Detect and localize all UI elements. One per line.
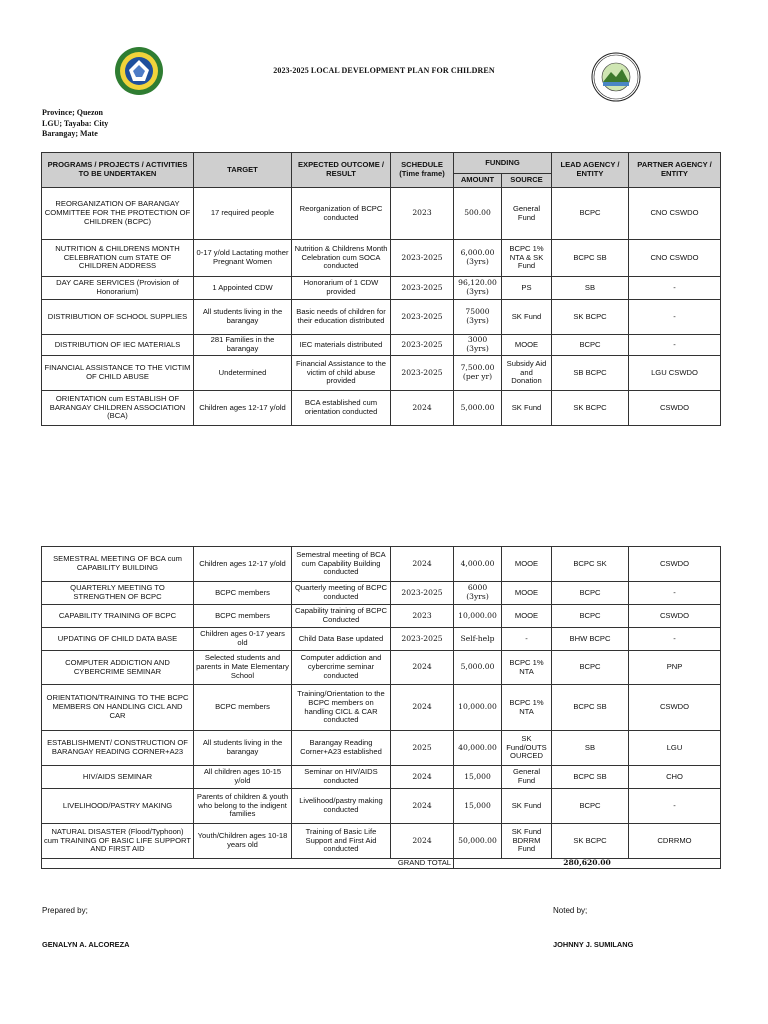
cell-outcome: BCA established cum orientation conducted — [292, 391, 391, 426]
header-programs: PROGRAMS / PROJECTS / ACTIVITIES TO BE UNDERTAKEN — [42, 153, 194, 188]
cell-lead: SK BCPC — [552, 300, 629, 335]
cell-outcome: Financial Assistance to the victim of child abuse provided — [292, 356, 391, 391]
cell-outcome: Training of Basic Life Support and First Aid conducted — [292, 824, 391, 859]
cell-schedule: 2024 — [391, 391, 454, 426]
cell-partner: - — [629, 582, 721, 605]
header-schedule: SCHEDULE (Time frame) — [391, 153, 454, 188]
cell-outcome: IEC materials distributed — [292, 335, 391, 356]
cell-partner: CNO CSWDO — [629, 188, 721, 240]
cell-amount: 6,000.00 (3yrs) — [454, 240, 502, 277]
cell-schedule: 2024 — [391, 824, 454, 859]
cell-amount: 5,000.00 — [454, 651, 502, 685]
table-row — [42, 240, 721, 277]
cell-schedule: 2023-2025 — [391, 277, 454, 300]
cell-amount: 10,000.00 — [454, 685, 502, 731]
table-row — [42, 188, 721, 240]
cell-partner: - — [629, 277, 721, 300]
cell-lead: SK BCPC — [552, 391, 629, 426]
cell-program: LIVELIHOOD/PASTRY MAKING — [42, 789, 194, 824]
cell-partner: - — [629, 335, 721, 356]
cell-target: 17 required people — [194, 188, 292, 240]
cell-target: 0-17 y/old Lactating mother Pregnant Women — [194, 240, 292, 277]
table-row — [42, 335, 721, 356]
cell-schedule: 2023-2025 — [391, 240, 454, 277]
cell-schedule: 2023 — [391, 605, 454, 628]
cell-partner: LGU — [629, 731, 721, 766]
header-target: TARGET — [194, 153, 292, 188]
cell-outcome: Nutrition & Childrens Month Celebration cum SOCA conducted — [292, 240, 391, 277]
cell-source: MOOE — [502, 335, 552, 356]
header-source: SOURCE — [502, 174, 552, 188]
table-row — [42, 685, 721, 731]
table-row — [42, 605, 721, 628]
cell-program: COMPUTER ADDICTION AND CYBERCRIME SEMINAR — [42, 651, 194, 685]
cell-program: ORIENTATION cum ESTABLISH OF BARANGAY CHILDREN ASSOCIATION (BCA) — [42, 391, 194, 426]
noted-by-name: JOHNNY J. SUMILANG — [553, 940, 634, 949]
cell-lead: BHW BCPC — [552, 628, 629, 651]
table-row — [42, 731, 721, 766]
header-outcome: EXPECTED OUTCOME / RESULT — [292, 153, 391, 188]
cell-source: SK Fund — [502, 300, 552, 335]
cell-partner: - — [629, 300, 721, 335]
cell-program: CAPABILITY TRAINING OF BCPC — [42, 605, 194, 628]
cell-target: Children ages 12-17 y/old — [194, 547, 292, 582]
cell-outcome: Computer addiction and cybercrime seminar conducted — [292, 651, 391, 685]
table-row — [42, 651, 721, 685]
barangay-seal-logo — [591, 52, 641, 102]
table-row — [42, 356, 721, 391]
cell-lead: BCPC SB — [552, 766, 629, 789]
cell-target: Parents of children & youth who belong to the indigent families — [194, 789, 292, 824]
cell-program: ESTABLISHMENT/ CONSTRUCTION OF BARANGAY READING CORNER+A23 — [42, 731, 194, 766]
cell-source: BCPC 1% NTA & SK Fund — [502, 240, 552, 277]
cell-outcome: Reorganization of BCPC conducted — [292, 188, 391, 240]
table-row — [42, 391, 721, 426]
cell-program: FINANCIAL ASSISTANCE TO THE VICTIM OF CHILD ABUSE — [42, 356, 194, 391]
cell-program: DISTRIBUTION OF IEC MATERIALS — [42, 335, 194, 356]
prepared-by-label: Prepared by; — [42, 906, 88, 915]
cell-target: 1 Appointed CDW — [194, 277, 292, 300]
cell-outcome: Training/Orientation to the BCPC members on handling CICL & CAR conducted — [292, 685, 391, 731]
cell-outcome: Capability training of BCPC Conducted — [292, 605, 391, 628]
table-row — [42, 628, 721, 651]
cell-amount: Self-help — [454, 628, 502, 651]
cell-source: MOOE — [502, 605, 552, 628]
table-row — [42, 277, 721, 300]
cell-source: General Fund — [502, 766, 552, 789]
cell-schedule: 2023-2025 — [391, 628, 454, 651]
cell-schedule: 2024 — [391, 766, 454, 789]
cell-program: ORIENTATION/TRAINING TO THE BCPC MEMBERS ON HANDLING CICL AND CAR — [42, 685, 194, 731]
cell-amount: 7,500.00 (per yr) — [454, 356, 502, 391]
cell-outcome: Semestral meeting of BCA cum Capability Building conducted — [292, 547, 391, 582]
cell-schedule: 2023-2025 — [391, 356, 454, 391]
cell-lead: BCPC SB — [552, 240, 629, 277]
cell-target: Children ages 0-17 years old — [194, 628, 292, 651]
cell-source: General Fund — [502, 188, 552, 240]
cell-partner: LGU CSWDO — [629, 356, 721, 391]
cell-program: NUTRITION & CHILDRENS MONTH CELEBRATION cum STATE OF CHILDREN ADDRESS — [42, 240, 194, 277]
cell-lead: SK BCPC — [552, 824, 629, 859]
cell-target: Selected students and parents in Mate Elementary School — [194, 651, 292, 685]
cell-source: MOOE — [502, 547, 552, 582]
cell-partner: CSWDO — [629, 547, 721, 582]
cell-source: SK Fund — [502, 391, 552, 426]
cell-source: - — [502, 628, 552, 651]
cell-outcome: Quarterly meeting of BCPC conducted — [292, 582, 391, 605]
table-row — [42, 766, 721, 789]
cell-schedule: 2024 — [391, 547, 454, 582]
cell-amount: 15,000 — [454, 766, 502, 789]
table-row — [42, 824, 721, 859]
cell-outcome: Seminar on HIV/AIDS conducted — [292, 766, 391, 789]
cell-amount: 5,000.00 — [454, 391, 502, 426]
cell-partner: CSWDO — [629, 685, 721, 731]
cell-program: DISTRIBUTION OF SCHOOL SUPPLIES — [42, 300, 194, 335]
cell-source: MOOE — [502, 582, 552, 605]
cell-lead: BCPC SK — [552, 547, 629, 582]
barangay-label: Barangay; Mate — [42, 129, 98, 138]
cell-target: Children ages 12-17 y/old — [194, 391, 292, 426]
cell-amount: 50,000.00 — [454, 824, 502, 859]
cell-outcome: Child Data Base updated — [292, 628, 391, 651]
cell-schedule: 2024 — [391, 651, 454, 685]
cell-lead: SB BCPC — [552, 356, 629, 391]
cell-lead: BCPC — [552, 651, 629, 685]
cell-schedule: 2024 — [391, 789, 454, 824]
cell-partner: CSWDO — [629, 391, 721, 426]
cell-program: HIV/AIDS SEMINAR — [42, 766, 194, 789]
cell-target: All children ages 10-15 y/old — [194, 766, 292, 789]
province-label: Province; Quezon — [42, 108, 103, 117]
prepared-by-name: GENALYN A. ALCOREZA — [42, 940, 130, 949]
cell-outcome: Basic needs of children for their education distributed — [292, 300, 391, 335]
cell-lead: SB — [552, 277, 629, 300]
cell-program: REORGANIZATION OF BARANGAY COMMITTEE FOR THE PROTECTION OF CHILDREN (BCPC) — [42, 188, 194, 240]
cell-target: All students living in the barangay — [194, 731, 292, 766]
cell-amount: 3000 (3yrs) — [454, 335, 502, 356]
cell-amount: 96,120.00 (3yrs) — [454, 277, 502, 300]
cell-partner: CSWDO — [629, 605, 721, 628]
header-lead: LEAD AGENCY / ENTITY — [552, 153, 629, 188]
cell-lead: BCPC — [552, 335, 629, 356]
cell-target: 281 Families in the barangay — [194, 335, 292, 356]
cell-outcome: Barangay Reading Corner+A23 established — [292, 731, 391, 766]
table-row — [42, 582, 721, 605]
cell-amount: 10,000.00 — [454, 605, 502, 628]
grand-total-label: GRAND TOTAL — [42, 859, 454, 869]
cell-target: All students living in the barangay — [194, 300, 292, 335]
cell-amount: 4,000.00 — [454, 547, 502, 582]
cell-amount: 6000 (3yrs) — [454, 582, 502, 605]
cell-source: Subsidy Aid and Donation — [502, 356, 552, 391]
cell-program: NATURAL DISASTER (Flood/Typhoon) cum TRAINING OF BASIC LIFE SUPPORT AND FIRST AID — [42, 824, 194, 859]
header-partner: PARTNER AGENCY / ENTITY — [629, 153, 721, 188]
document-title: 2023-2025 LOCAL DEVELOPMENT PLAN FOR CHILDREN — [273, 66, 495, 75]
cell-lead: BCPC — [552, 605, 629, 628]
cell-outcome: Honorarium of 1 CDW provided — [292, 277, 391, 300]
cell-target: BCPC members — [194, 685, 292, 731]
cell-target: Youth/Children ages 10-18 years old — [194, 824, 292, 859]
cell-amount: 500.00 — [454, 188, 502, 240]
cell-source: BCPC 1% NTA — [502, 651, 552, 685]
cell-program: UPDATING OF CHILD DATA BASE — [42, 628, 194, 651]
cell-partner: CHO — [629, 766, 721, 789]
cell-lead: BCPC — [552, 789, 629, 824]
cell-amount: 15,000 — [454, 789, 502, 824]
cell-schedule: 2025 — [391, 731, 454, 766]
cell-source: SK Fund/OUTS OURCED — [502, 731, 552, 766]
cell-target: Undetermined — [194, 356, 292, 391]
cell-source: BCPC 1% NTA — [502, 685, 552, 731]
cell-outcome: Livelihood/pastry making conducted — [292, 789, 391, 824]
cell-source: PS — [502, 277, 552, 300]
grand-total-amount: 280,620.00 — [454, 859, 721, 869]
plan-table-page2 — [41, 546, 721, 869]
cell-target: BCPC members — [194, 605, 292, 628]
plan-table-page1 — [41, 152, 721, 426]
cell-lead: BCPC SB — [552, 685, 629, 731]
header-funding: FUNDING — [454, 153, 552, 174]
lgu-label: LGU; Tayaba: City — [42, 118, 109, 128]
cell-target: BCPC members — [194, 582, 292, 605]
table-row — [42, 547, 721, 582]
cell-lead: SB — [552, 731, 629, 766]
cell-partner: CNO CSWDO — [629, 240, 721, 277]
cell-schedule: 2023 — [391, 188, 454, 240]
cell-partner: CDRRMO — [629, 824, 721, 859]
cell-source: SK Fund BDRRM Fund — [502, 824, 552, 859]
cell-schedule: 2024 — [391, 685, 454, 731]
cell-partner: - — [629, 628, 721, 651]
noted-by-label: Noted by; — [553, 906, 588, 915]
cell-program: DAY CARE SERVICES (Provision of Honorarium) — [42, 277, 194, 300]
cell-partner: - — [629, 789, 721, 824]
cell-amount: 75000 (3yrs) — [454, 300, 502, 335]
cell-schedule: 2023-2025 — [391, 335, 454, 356]
cell-schedule: 2023-2025 — [391, 582, 454, 605]
table-row — [42, 789, 721, 824]
cell-lead: BCPC — [552, 582, 629, 605]
cell-source: SK Fund — [502, 789, 552, 824]
location-block — [42, 108, 108, 140]
table-row — [42, 300, 721, 335]
cell-program: SEMESTRAL MEETING OF BCA cum CAPABILITY BUILDING — [42, 547, 194, 582]
header-amount: AMOUNT — [454, 174, 502, 188]
cell-schedule: 2023-2025 — [391, 300, 454, 335]
cell-amount: 40,000.00 — [454, 731, 502, 766]
cell-partner: PNP — [629, 651, 721, 685]
cell-lead: BCPC — [552, 188, 629, 240]
cell-program: QUARTERLY MEETING TO STRENGTHEN OF BCPC — [42, 582, 194, 605]
